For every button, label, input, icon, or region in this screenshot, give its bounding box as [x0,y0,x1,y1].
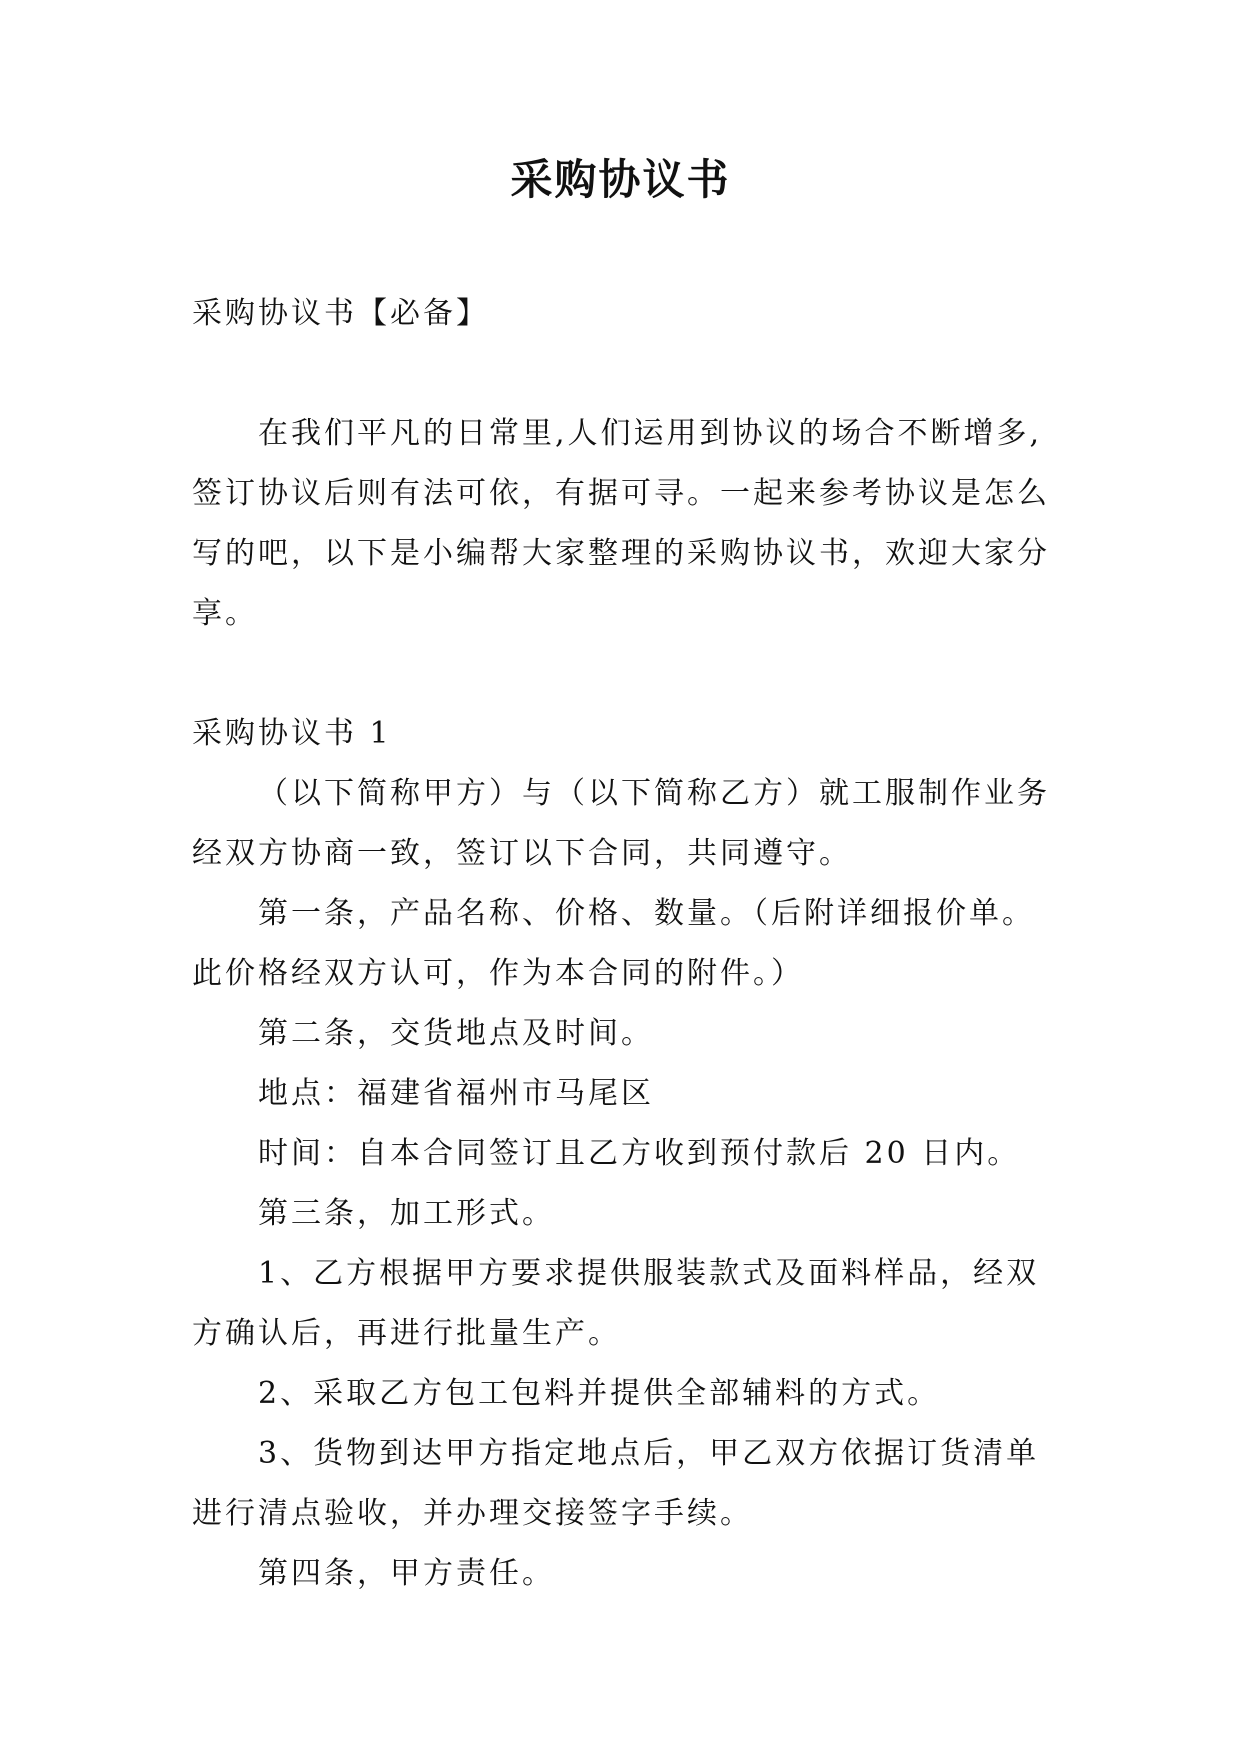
section-heading: 采购协议书 1 [192,716,392,751]
paragraph-item-2: 2、采取乙方包工包料并提供全部辅料的方式。 [258,1376,941,1411]
paragraph-article-3: 第三条，加工形式。 [258,1196,555,1231]
paragraph-article-2: 第二条，交货地点及时间。 [258,1016,654,1051]
paragraph-article-1: 第一条，产品名称、价格、数量。（后附详细报价单。此价格经双方认可，作为本合同的附件。） [192,896,1035,991]
paragraph-parties: （以下简称甲方）与（以下简称乙方）就工服制作业务经双方协商一致，签订以下合同，共同遵守。 [192,776,1050,871]
document-subtitle: 采购协议书【必备】 [192,296,489,331]
paragraph-item-1: 1、乙方根据甲方要求提供服装款式及面料样品，经双方确认后，再进行批量生产。 [192,1256,1040,1351]
paragraph-article-4: 第四条，甲方责任。 [258,1556,555,1591]
document-title: 采购协议书 [510,155,731,204]
paragraph-item-3: 3、货物到达甲方指定地点后，甲乙双方依据订货清单进行清点验收，并办理交接签字手续。 [192,1436,1040,1531]
paragraph-location: 地点：福建省福州市马尾区 [258,1076,654,1111]
intro-paragraph: 在我们平凡的日常里,人们运用到协议的场合不断增多,签订协议后则有法可依，有据可寻。一起来参考协议是怎么写的吧，以下是小编帮大家整理的采购协议书，欢迎大家分享。 [192,416,1050,631]
paragraph-time: 时间：自本合同签订且乙方收到预付款后 20 日内。 [258,1136,1021,1171]
document-body [192,284,1058,1604]
